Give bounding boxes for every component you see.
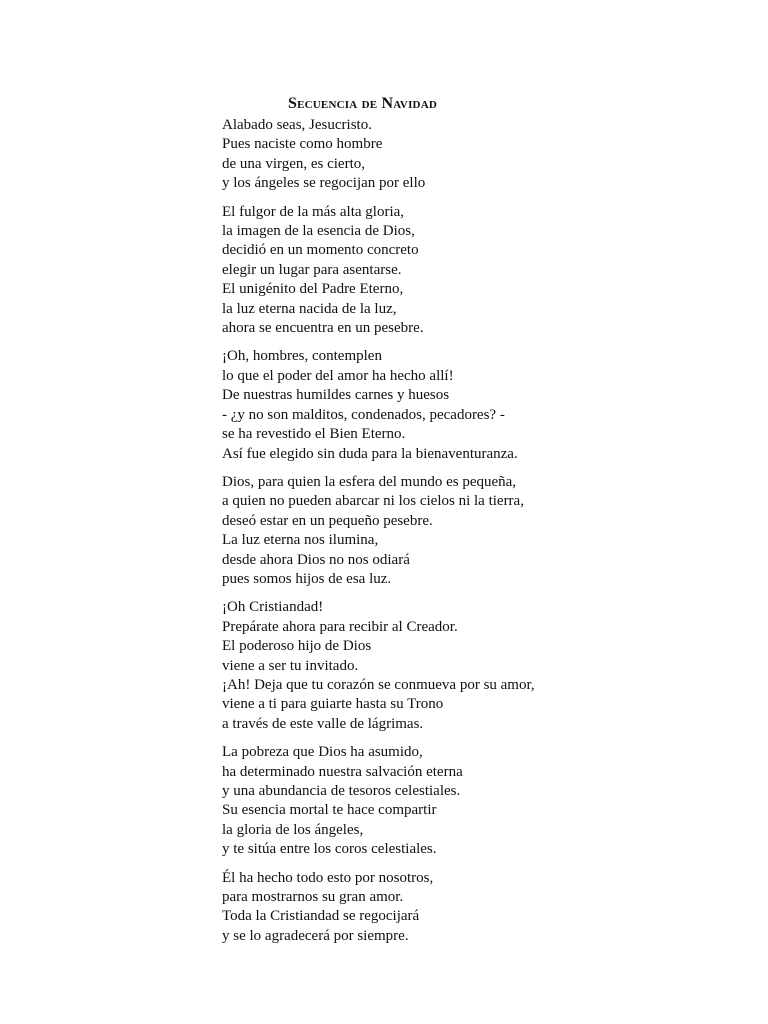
poem-line: ¡Oh Cristiandad! bbox=[222, 599, 324, 616]
poem-body bbox=[222, 116, 742, 946]
stanza-1 bbox=[222, 116, 742, 194]
poem-line: El fulgor de la más alta gloria, bbox=[222, 203, 405, 220]
poem-line: De nuestras humildes carnes y huesos bbox=[222, 387, 450, 404]
poem-line: Pues naciste como hombre bbox=[222, 136, 383, 153]
poem-line: El poderoso hijo de Dios bbox=[222, 638, 372, 655]
poem-line: Él ha hecho todo esto por nosotros, bbox=[222, 869, 434, 886]
poem-line: de una virgen, es cierto, bbox=[222, 155, 366, 172]
poem-line: Alabado seas, Jesucristo. bbox=[222, 117, 372, 133]
poem-line: La luz eterna nos ilumina, bbox=[222, 532, 379, 549]
poem-line: y una abundancia de tesoros celestiales. bbox=[222, 783, 461, 799]
stanza-7 bbox=[222, 869, 742, 947]
stanza-3 bbox=[222, 347, 742, 463]
poem-line: - ¿y no son malditos, condenados, pecadores? - bbox=[222, 406, 505, 423]
poem-line: ¡Oh, hombres, contemplen bbox=[222, 348, 382, 365]
poem-line: elegir un lugar para asentarse. bbox=[222, 261, 402, 278]
poem-line: lo que el poder del amor ha hecho allí! bbox=[222, 367, 454, 384]
document-page bbox=[222, 94, 742, 955]
poem-line: y te sitúa entre los coros celestiales. bbox=[222, 841, 437, 858]
poem-line: y los ángeles se regocijan por ello bbox=[222, 175, 426, 192]
poem-line: El unigénito del Padre Eterno, bbox=[222, 281, 404, 298]
poem-line: a quien no pueden abarcar ni los cielos ni la tierra, bbox=[222, 493, 524, 510]
poem-line: viene a ser tu invitado. bbox=[222, 657, 359, 674]
poem-line: la luz eterna nacida de la luz, bbox=[222, 300, 397, 317]
poem-line: la gloria de los ángeles, bbox=[222, 821, 364, 838]
poem-line: a través de este valle de lágrimas. bbox=[222, 715, 424, 732]
stanza-5 bbox=[222, 598, 742, 734]
stanza-4 bbox=[222, 473, 742, 589]
page-title: Secuencia de Navidad bbox=[288, 95, 437, 112]
poem-line: se ha revestido el Bien Eterno. bbox=[222, 426, 406, 443]
poem-line: ahora se encuentra en un pesebre. bbox=[222, 320, 424, 337]
poem-line: para mostrarnos su gran amor. bbox=[222, 889, 404, 906]
poem-line: y se lo agradecerá por siempre. bbox=[222, 927, 409, 944]
stanza-6 bbox=[222, 743, 742, 859]
poem-line: ha determinado nuestra salvación eterna bbox=[222, 763, 463, 780]
poem-line: Dios, para quien la esfera del mundo es pequeña, bbox=[222, 473, 517, 490]
poem-line: ¡Ah! Deja que tu corazón se conmueva por su amor, bbox=[222, 676, 535, 693]
poem-line: pues somos hijos de esa luz. bbox=[222, 570, 392, 587]
poem-line: viene a ti para guiarte hasta su Trono bbox=[222, 696, 444, 713]
poem-line: la imagen de la esencia de Dios, bbox=[222, 223, 415, 240]
poem-line: decidió en un momento concreto bbox=[222, 242, 419, 259]
poem-line: desde ahora Dios no nos odiará bbox=[222, 551, 410, 568]
poem-line: La pobreza que Dios ha asumido, bbox=[222, 744, 423, 761]
poem-line: deseó estar en un pequeño pesebre. bbox=[222, 512, 433, 529]
poem-line: Así fue elegido sin duda para la bienaventuranza. bbox=[222, 445, 518, 462]
poem-line: Prepárate ahora para recibir al Creador. bbox=[222, 618, 458, 635]
poem-line: Su esencia mortal te hace compartir bbox=[222, 802, 437, 819]
stanza-2 bbox=[222, 203, 742, 339]
poem-line: Toda la Cristiandad se regocijará bbox=[222, 908, 420, 925]
